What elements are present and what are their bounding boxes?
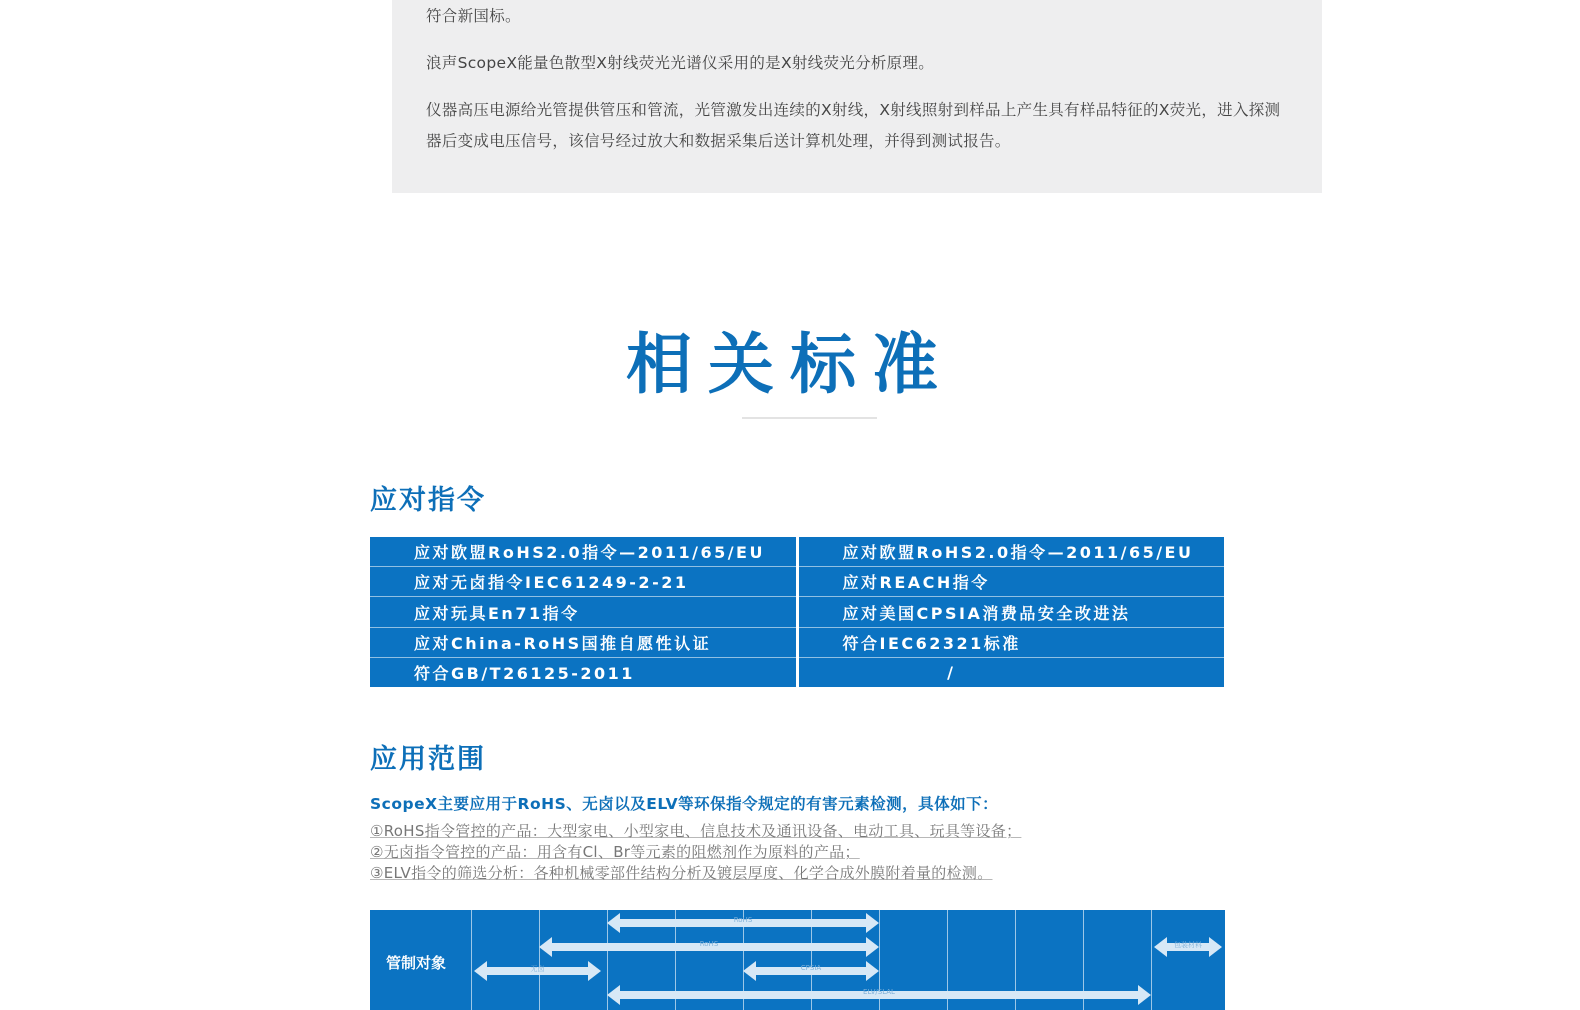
- control-table: [370, 910, 1225, 1010]
- directive-cell: 符合IEC62321标准: [799, 628, 1225, 658]
- double-arrow: [743, 961, 879, 981]
- intro-line-3: 仪器高压电源给光管提供管压和管流，光管激发出连续的X射线，X射线照射到样品上产生具有样品特征的X荧光，进入探测器后变成电压信号，该信号经过放大和数据采集后送计算机处理，并得到测试报告。: [426, 101, 1281, 150]
- grid-line: [539, 910, 540, 1010]
- control-table-label: 管制对象: [386, 954, 447, 972]
- directive-cell: /: [947, 662, 956, 682]
- list-item: ①RoHS指令管控的产品：大型家电、小型家电、信息技术及通讯设备、电动工具、玩具等设备；: [370, 822, 1022, 840]
- directive-cell: 符合GB/T26125-2011: [414, 663, 635, 683]
- scope-heading: 应用范围: [370, 744, 486, 775]
- directive-cell: 应对欧盟RoHS2.0指令—2011/65/EU: [370, 537, 796, 567]
- arrow-label: CPSIA: [800, 964, 822, 972]
- arrow-label: RoHS: [699, 940, 719, 948]
- directives-table: [370, 537, 1224, 687]
- directives-right-column: [796, 537, 1225, 687]
- double-arrow: [1154, 937, 1222, 957]
- intro-line-2: 浪声ScopeX能量色散型X射线荧光光谱仪采用的是X射线荧光分析原理。: [426, 54, 935, 72]
- directive-cell: 应对无卤指令IEC61249-2-21: [370, 567, 796, 597]
- arrow-label: ELV/SLAL: [863, 988, 895, 996]
- directive-cell: 应对美国CPSIA消费品安全改进法: [799, 597, 1225, 627]
- directive-cell: 应对欧盟RoHS2.0指令—2011/65/EU: [799, 537, 1225, 567]
- scope-lead: ScopeX主要应用于RoHS、无卤以及ELV等环保指令规定的有害元素检测，具体如下：: [370, 795, 999, 813]
- double-arrow: [607, 913, 879, 933]
- list-item: ②无卤指令管控的产品：用含有Cl、Br等元素的阻燃剂作为原料的产品；: [370, 843, 860, 861]
- double-arrow: [539, 937, 879, 957]
- directive-cell: 应对REACH指令: [799, 567, 1225, 597]
- intro-line-1: 符合新国标。: [426, 7, 521, 25]
- double-arrow: [607, 985, 1151, 1005]
- arrow-label: RoHS: [733, 916, 753, 924]
- directive-cell: 应对玩具En71指令: [370, 597, 796, 627]
- double-arrow: [474, 961, 601, 981]
- list-item: ③ELV指令的筛选分析：各种机械零部件结构分析及镀层厚度、化学合成外膜附着量的检测。: [370, 864, 993, 882]
- directives-heading: 应对指令: [370, 485, 486, 516]
- grid-line: [471, 910, 472, 1010]
- directives-left-column: [370, 537, 796, 687]
- intro-panel: [392, 0, 1322, 193]
- scope-list: [370, 821, 1021, 884]
- section-title: 相关标准: [626, 326, 954, 403]
- arrow-label: 无卤: [530, 965, 545, 973]
- directive-cell: 应对China-RoHS国推自愿性认证: [370, 628, 796, 658]
- arrow-label: 包装材料: [1174, 941, 1202, 949]
- grid-line: [1151, 910, 1152, 1010]
- title-divider: [742, 417, 877, 419]
